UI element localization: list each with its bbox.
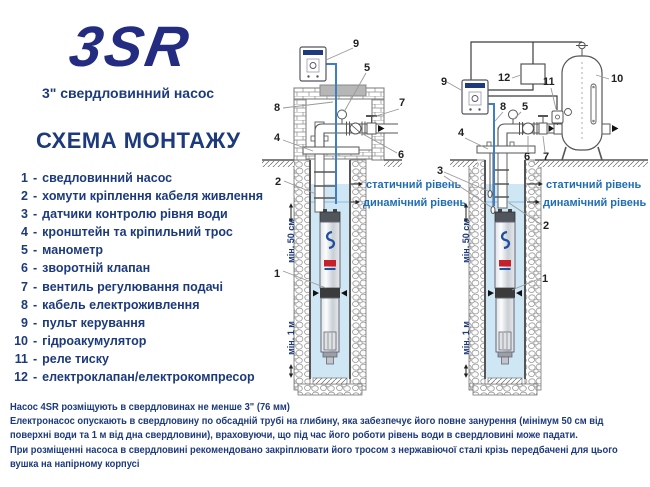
callout-7: 7 [543, 151, 550, 163]
legend-text: датчики контролю рівня води [42, 207, 228, 222]
legend-num: 7 [21, 279, 28, 294]
legend-text: гідроакумулятор [42, 333, 147, 348]
legend-text: зворотній клапан [42, 261, 151, 276]
legend-dash: - [33, 333, 38, 348]
legend-num: 2 [21, 189, 28, 204]
legend-dash: - [33, 370, 38, 385]
page-title: СХЕМА МОНТАЖУ [36, 128, 241, 153]
callout-6: 6 [524, 151, 531, 163]
callout-5: 5 [364, 62, 371, 74]
ground-surface [262, 160, 402, 167]
pressure-gauge [338, 110, 347, 119]
callout-4: 4 [458, 127, 465, 139]
callout-11: 11 [543, 76, 555, 88]
left-diagram [262, 38, 466, 395]
callout-3: 3 [437, 165, 444, 177]
pressure-tank [554, 42, 619, 160]
dynamic-level-label: динамічний рівень [363, 197, 467, 209]
pit-cover-slab [320, 85, 366, 96]
svg-text:мін. 1 м: мін. 1 м [461, 321, 471, 355]
control-panel [300, 47, 326, 81]
pressure-switch [552, 111, 563, 125]
legend-dash: - [33, 315, 38, 330]
callout-1: 1 [274, 268, 281, 280]
installation-notes [10, 401, 642, 472]
legend-dash: - [33, 189, 38, 204]
callout-8: 8 [500, 101, 507, 113]
legend-num: 9 [21, 315, 28, 330]
note-paragraph: Насос 4SR розміщують в свердловинах не менше 3" (76 мм) [10, 402, 290, 413]
brand-logo: 3SR [64, 15, 197, 79]
callout-7: 7 [399, 97, 406, 109]
callout-10: 10 [611, 73, 624, 85]
level-tube [591, 84, 596, 124]
callout-2: 2 [275, 176, 282, 188]
legend-text: кабель електроживлення [42, 297, 200, 312]
legend-num: 5 [21, 243, 28, 258]
regulating-valve [367, 123, 376, 134]
callout-8: 8 [274, 102, 281, 114]
static-level-label: статичний рівень [366, 179, 462, 191]
regulating-valve [539, 123, 547, 134]
svg-text:мін. 50 см: мін. 50 см [461, 219, 471, 263]
legend-dash: - [33, 297, 38, 312]
callout-9: 9 [441, 76, 448, 88]
legend-text: пульт керування [42, 315, 146, 330]
legend-num: 8 [21, 297, 28, 312]
legend-num: 3 [21, 207, 28, 222]
note-paragraph: Електронасос опускають в свердловину по обсадній трубі на глибину, яка забезпечує його повне занурення (мінімум 50 см від поверхні води та 1 м від дна свердловини), враховуючи, що під час його роботи рівень води в свердловині може падати. [10, 416, 604, 442]
callout-9: 9 [353, 38, 360, 50]
legend-dash: - [33, 171, 38, 185]
product-subtitle: 3" свердловинний насос [41, 85, 215, 101]
legend-dash: - [33, 225, 38, 240]
callout-1: 1 [542, 273, 549, 285]
check-valve [523, 123, 534, 134]
legend-num: 11 [14, 351, 28, 366]
electrovalve-box [521, 64, 545, 84]
right-diagram [437, 42, 648, 395]
pressure-gauge [509, 110, 518, 119]
legend-dash: - [33, 207, 38, 222]
legend-num: 10 [14, 333, 28, 348]
legend-dash: - [33, 243, 38, 258]
static-level-label: статичний рівень [546, 179, 642, 191]
dynamic-level-label: динамічний рівень [543, 197, 647, 209]
legend-text: реле тиску [42, 351, 109, 366]
legend-text: вентиль регулювання подачі [42, 279, 223, 294]
callout-4: 4 [274, 132, 281, 144]
legend-text: хомути кріплення кабеля живлення [42, 189, 264, 204]
legend-dash: - [33, 261, 38, 276]
callout-6: 6 [398, 149, 405, 161]
callout-5: 5 [522, 101, 529, 113]
legend-text: манометр [42, 243, 104, 258]
legend-dash: - [33, 351, 38, 366]
control-panel [462, 80, 488, 114]
legend-num: 1 [21, 171, 28, 185]
callout-2: 2 [543, 220, 550, 232]
legend-num: 6 [21, 261, 28, 276]
legend-dash: - [33, 279, 38, 294]
surface-pipework [498, 110, 554, 148]
svg-text:мін. 50 см: мін. 50 см [286, 219, 296, 263]
legend-text: кронштейн та кріпильний трос [42, 225, 233, 240]
note-paragraph: При розміщенні насоса в свердловині рекомендовано закріплювати його тросом з нержавіючої сталі крізь передбачені для цього вушка на напірному корпусі [10, 444, 618, 470]
tank-gauge [565, 109, 572, 116]
legend-text: сведловинний насос [42, 171, 173, 185]
legend-num: 4 [21, 225, 28, 240]
callout-12: 12 [498, 72, 511, 84]
svg-text:мін. 1 м: мін. 1 м [286, 321, 296, 355]
outlet-arrow [612, 125, 619, 132]
legend-num: 12 [14, 370, 28, 385]
legend-text: електроклапан/електрокомпресор [42, 370, 255, 385]
